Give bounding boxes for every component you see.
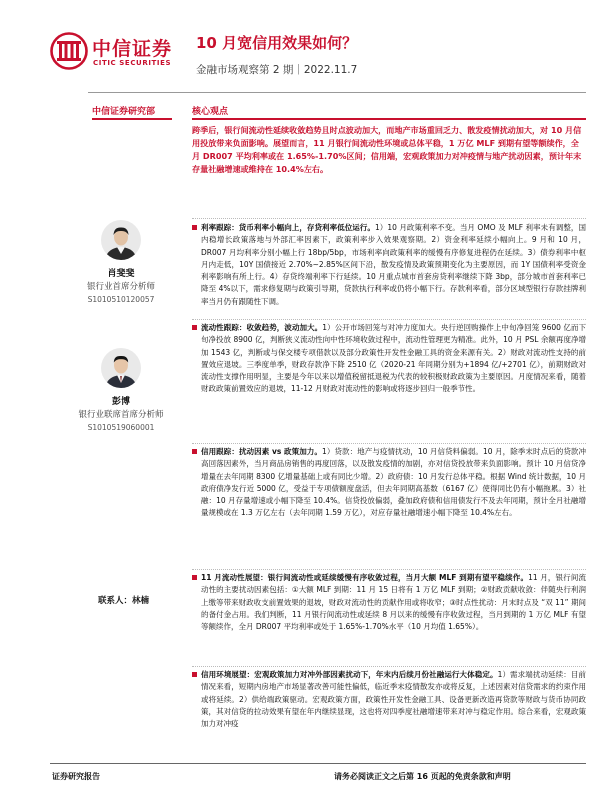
analyst-name: 肖斐斐 (107, 269, 135, 279)
section-bullet-icon (192, 449, 197, 454)
section-liquidity-outlook (192, 572, 586, 633)
analyst-license-id: S1010510120057 (87, 295, 155, 305)
section-heading: 流动性跟踪：收敛趋势，波动加大。 (201, 323, 323, 332)
section-rate-tracking (192, 222, 586, 308)
footer-disclaimer: 请务必阅读正文之后第 16 页起的免责条款和声明 (334, 772, 511, 781)
section-body: 1）10 月政策利率不变。当月 OMO 及 MLF 利率未有调整，国内稳增长政策落地与外部汇率因素下，政策利率步入效果观察期。2）资金利率延续小幅向上。9 月和 10 月，DR007 月均利率分别小幅上行 18bp/5bp，市场利率向政策利率的缓慢有序修复进程仍在延续。3）债券利率中枢月内走低，10Y 国债接近 2.70%~2.85%区间下沿，散发疫情及政策预期变化为主要原因，而 1Y 国债利率受资金利率影响有所上行。4）存贷终端利率下行延续。10 月重点城市首套房贷利率继续下降 3bp，部分城市首套利率已降至 4%以下，需求修复期与政策引导期，贷款执行利率或仍将小幅下行。存款利率看，部分区域型银行存款挂牌利率当月仍有跟随性下调。 (201, 223, 586, 306)
contact-person: 联系人：林楠 (98, 596, 150, 606)
section-body: 1）需求端扰动延续：目前情况来看，短期内房地产市场显著改善可能性偏低，临近季末疫情散发亦或将反复，上述因素对信贷需求的约束作用或将延续。2）供给端政策驱动。宏观政策方面，政策性开发性金融工具、设备更新改造再贷款等财政与货币协同政策，其对信贷的拉动效果有望在年内继续显现，这也将对四季度社融增速带来对冲与稳定作用。综合来看，宏观政策加力对冲疫 (201, 670, 586, 729)
analyst-title: 银行业联席首席分析师 (78, 410, 164, 420)
person-portrait-icon (101, 348, 141, 388)
logo-chinese-text: 中信证券 (92, 38, 173, 60)
section-liquidity-tracking (192, 322, 586, 396)
main-rule (192, 118, 586, 120)
section-body: 1）公开市场回笼与对冲力度加大。央行逆回购操作上中旬净回笼 9600 亿而下旬净投放 8900 亿，判断狭义流动性向中性环境收敛过程中，流动性管理更为精准。此外，10 月 PSL 余额再度净增加 1543 亿，判断或与保交楼专项借款以及部分政策性开发性金融工具的资金来源有关。2）财政对流动性支持的前置效应退坡。三季度单季，财政存款净下降 2510 亿（2020-21 年同期分别为+1894 亿/+2701 亿），前期财政对流动性支撑作用明显，主要是今年以来以增值税留抵退税为代表的较积极财政政策为主要原因。月度情况来看，随着财政政策前置效应的退坡，11-12 月财政对流动性的影响或将逐步回归一般季节性。 (201, 323, 587, 394)
section-divider (192, 666, 586, 667)
analyst-license-id: S1010519060001 (87, 423, 155, 433)
research-institute-label: 中信证券研究部 (92, 107, 156, 117)
analyst-title: 银行业首席分析师 (86, 282, 155, 292)
footer-report-type: 证券研究报告 (52, 772, 100, 781)
analyst-card (66, 348, 176, 432)
sidebar-rule (92, 118, 172, 120)
avatar (101, 348, 141, 388)
citic-logo (50, 26, 190, 82)
section-divider (192, 218, 586, 219)
section-bullet-icon (192, 225, 197, 230)
section-body: 11 月，银行间流动性的主要扰动因素包括：①大额 MLF 到期：11 月 15 日将有 1 万亿 MLF 到期；②财政贡献收敛：伴随央行利润上缴等带来财政收支前置效果的退坡，财政对流动性的贡献作用或将收窄；③时点性扰动：月末时点及 “双 11” 期间的备付金占用。我们判断，11 月银行间流动性或延续 8 月以来的缓慢有序收敛过程，当月到期的 1 万亿 MLF 有望等额续作，全月 DR007 平均利率或处于 1.65%-1.70%水平（10 月均值 1.65%）。 (201, 573, 586, 632)
report-title: 10 月宽信用效果如何？ (196, 34, 358, 52)
avatar (101, 220, 141, 260)
analyst-card (66, 220, 176, 304)
header-divider (88, 92, 586, 93)
section-bullet-icon (192, 575, 197, 580)
analyst-name: 彭博 (111, 397, 130, 407)
section-body: 1）贷款：地产与疫情扰动，10 月信贷料偏弱。10 月，除季末时点后的贷款冲高回落因素外，当月商品房销售的再度回落，以及散发疫情的加剧，亦对信贷投放带来负面影响。预计 10 月信贷净增量在去年同期 8300 亿增量基础上或有同比少增。2）政府债：10 月发行总体平稳。根据 Wind 统计数据，10 月政府债净发行近 5000 亿，受益于专项债额度盘活，但去年同期高基数（6167 亿）使得同比仍有小幅拖累。3）社融：10 月存量增速或小幅下降至 10.4%。信贷投放偏弱，叠加政府债和信用债发行不及去年同期，预计全月社融增量规模或在 1.3 万亿左右（去年同期 1.59 万亿），对应存量社融增速小幅下降至 10.4%左右。 (201, 447, 587, 518)
section-bullet-icon (192, 672, 197, 677)
section-credit-tracking (192, 446, 586, 520)
core-viewpoints-heading: 核心观点 (192, 107, 229, 117)
section-credit-outlook (192, 669, 586, 757)
core-summary: 跨季后，银行间流动性延续收敛趋势且时点波动加大，而地产市场重回乏力、散发疫情扰动加大，对 10 月信用投放带来负面影响。展望而言，11 月银行间流动性环境或总体平稳，1 万亿 MLF 到期有望等额续作，全月 DR007 平均利率或在 1.65%-1.70%区间；信用端，宏观政策加力对冲疫情与地产扰动因素，预计年末存量社融增速或维持在 10.4%左右。 (192, 125, 582, 174)
footer-divider (50, 763, 586, 764)
section-bullet-icon (192, 325, 197, 330)
section-heading: 利率跟踪：货币利率小幅向上，存贷利率低位运行。 (201, 223, 375, 232)
citic-logo-icon (50, 32, 88, 70)
section-divider (192, 569, 586, 570)
section-divider (192, 319, 586, 320)
section-heading: 11 月流动性展望：银行间流动性或延续缓慢有序收敛过程，当月大额 MLF 到期有望平稳续作。 (201, 573, 529, 582)
section-heading: 信用环境展望：宏观政策加力对冲外部因素扰动下，年末内后续月份社融运行大体稳定。 (201, 670, 498, 679)
section-divider (192, 443, 586, 444)
report-subtitle: 金融市场观察第 2 期｜2022.11.7 (196, 64, 358, 76)
person-portrait-icon (101, 220, 141, 260)
logo-english-text: CITIC SECURITIES (93, 59, 172, 67)
section-heading: 信用跟踪：扰动因素 vs 政策加力。 (201, 447, 322, 456)
